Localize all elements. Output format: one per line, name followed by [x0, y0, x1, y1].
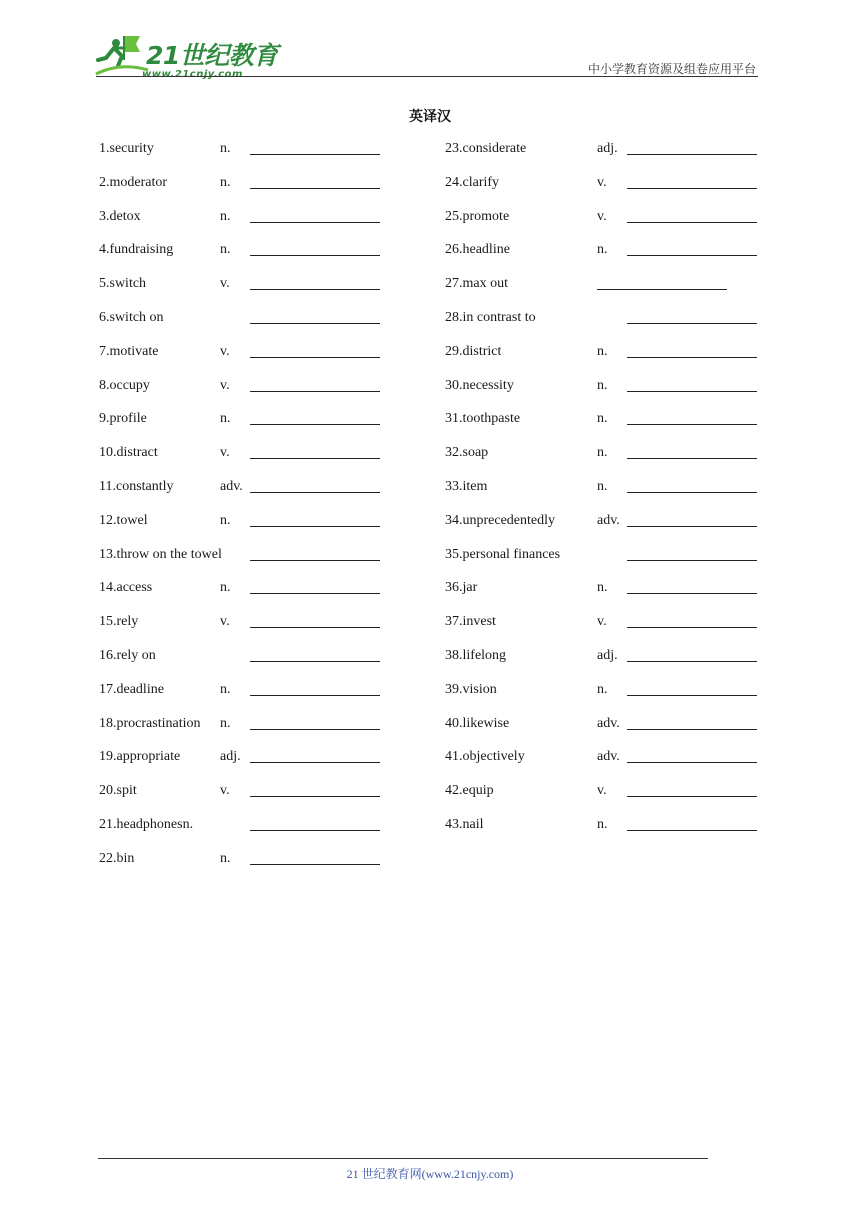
- vocab-word: 9.profile: [99, 411, 147, 427]
- part-of-speech: adv.: [220, 478, 243, 494]
- vocab-word: 8.occupy: [99, 377, 150, 393]
- answer-blank[interactable]: [250, 695, 380, 696]
- vocab-word: 39.vision: [445, 681, 497, 697]
- vocab-word: 13.throw on the towel: [99, 546, 222, 562]
- part-of-speech: adj.: [220, 749, 241, 765]
- answer-blank[interactable]: [250, 661, 380, 662]
- part-of-speech: n.: [597, 343, 608, 359]
- footer-divider: [98, 1158, 708, 1159]
- answer-blank[interactable]: [250, 424, 380, 425]
- part-of-speech: v.: [597, 174, 607, 190]
- answer-blank[interactable]: [250, 864, 380, 865]
- part-of-speech: n.: [597, 411, 608, 427]
- part-of-speech: n.: [220, 681, 231, 697]
- answer-blank[interactable]: [250, 391, 380, 392]
- part-of-speech: n.: [597, 816, 608, 832]
- vocab-word: 35.personal finances: [445, 546, 561, 562]
- vocab-word: 12.towel: [99, 512, 148, 528]
- part-of-speech: n.: [597, 478, 608, 494]
- vocab-word: 5.switch: [99, 276, 147, 292]
- vocab-word: 33.item: [445, 478, 488, 494]
- part-of-speech: adj.: [597, 647, 618, 663]
- answer-blank[interactable]: [627, 695, 757, 696]
- answer-blank[interactable]: [627, 830, 757, 831]
- vocab-word: 17.deadline: [99, 681, 164, 697]
- part-of-speech: v.: [220, 445, 230, 461]
- answer-blank[interactable]: [250, 560, 380, 561]
- part-of-speech: v.: [220, 276, 230, 292]
- vocab-word: 27.max out: [445, 276, 508, 292]
- vocab-word: 7.motivate: [99, 343, 159, 359]
- part-of-speech: v.: [220, 343, 230, 359]
- vocab-word: 25.promote: [445, 208, 510, 224]
- answer-blank[interactable]: [627, 661, 757, 662]
- vocab-word: 21.headphonesn.: [99, 816, 194, 832]
- part-of-speech: n.: [220, 715, 231, 731]
- answer-blank[interactable]: [250, 627, 380, 628]
- part-of-speech: v.: [220, 614, 230, 630]
- vocab-word: 6.switch on: [99, 309, 164, 325]
- answer-blank[interactable]: [250, 729, 380, 730]
- answer-blank[interactable]: [597, 289, 727, 290]
- answer-blank[interactable]: [627, 729, 757, 730]
- answer-blank[interactable]: [250, 796, 380, 797]
- vocab-word: 4.fundraising: [99, 242, 174, 258]
- part-of-speech: adv.: [597, 715, 620, 731]
- answer-blank[interactable]: [250, 154, 380, 155]
- vocab-word: 20.spit: [99, 783, 137, 799]
- part-of-speech: n.: [220, 512, 231, 528]
- vocab-word: 16.rely on: [99, 647, 156, 663]
- answer-blank[interactable]: [627, 560, 757, 561]
- part-of-speech: n.: [597, 681, 608, 697]
- page-title: 英译汉: [409, 109, 451, 125]
- answer-blank[interactable]: [250, 593, 380, 594]
- part-of-speech: n.: [220, 174, 231, 190]
- part-of-speech: n.: [220, 208, 231, 224]
- vocab-word: 41.objectively: [445, 749, 525, 765]
- vocab-word: 22.bin: [99, 850, 135, 866]
- answer-blank[interactable]: [627, 492, 757, 493]
- vocab-word: 19.appropriate: [99, 749, 181, 765]
- vocab-word: 30.necessity: [445, 377, 514, 393]
- part-of-speech: v.: [597, 614, 607, 630]
- vocab-word: 42.equip: [445, 783, 494, 799]
- answer-blank[interactable]: [250, 830, 380, 831]
- answer-blank[interactable]: [627, 154, 757, 155]
- vocab-word: 3.detox: [99, 208, 141, 224]
- vocab-word: 32.soap: [445, 445, 489, 461]
- vocab-word: 11.constantly: [99, 478, 174, 494]
- vocab-word: 38.lifelong: [445, 647, 507, 663]
- answer-blank[interactable]: [627, 424, 757, 425]
- part-of-speech: n.: [220, 850, 231, 866]
- answer-blank[interactable]: [627, 762, 757, 763]
- answer-blank[interactable]: [627, 357, 757, 358]
- vocab-word: 34.unprecedentedly: [445, 512, 556, 528]
- answer-blank[interactable]: [627, 526, 757, 527]
- vocab-word: 15.rely: [99, 614, 139, 630]
- answer-blank[interactable]: [250, 323, 380, 324]
- answer-blank[interactable]: [627, 255, 757, 256]
- platform-name: 中小学教育资源及组卷应用平台: [587, 62, 756, 76]
- footer-text: 21 世纪教育网(www.21cnjy.com): [346, 1167, 514, 1181]
- part-of-speech: adv.: [597, 749, 620, 765]
- answer-blank[interactable]: [250, 255, 380, 256]
- part-of-speech: v.: [220, 377, 230, 393]
- vocab-word: 2.moderator: [99, 174, 168, 190]
- answer-blank[interactable]: [627, 222, 757, 223]
- part-of-speech: n.: [220, 242, 231, 258]
- logo-text: 21世纪教育: [146, 41, 278, 70]
- vocab-word: 37.invest: [445, 614, 496, 630]
- answer-blank[interactable]: [627, 188, 757, 189]
- vocab-word: 28.in contrast to: [445, 309, 536, 325]
- answer-blank[interactable]: [627, 627, 757, 628]
- answer-blank[interactable]: [627, 323, 757, 324]
- part-of-speech: n.: [597, 445, 608, 461]
- vocab-word: 1.security: [99, 141, 154, 156]
- part-of-speech: v.: [597, 208, 607, 224]
- part-of-speech: n.: [220, 580, 231, 596]
- vocab-word: 24.clarify: [445, 174, 500, 190]
- vocab-word: 23.considerate: [445, 141, 527, 156]
- part-of-speech: v.: [220, 783, 230, 799]
- answer-blank[interactable]: [250, 458, 380, 459]
- answer-blank[interactable]: [627, 593, 757, 594]
- answer-blank[interactable]: [627, 458, 757, 459]
- answer-blank[interactable]: [250, 357, 380, 358]
- page-header: [0, 0, 860, 80]
- answer-blank[interactable]: [250, 289, 380, 290]
- part-of-speech: v.: [597, 783, 607, 799]
- answer-blank[interactable]: [627, 391, 757, 392]
- part-of-speech: n.: [597, 377, 608, 393]
- answer-blank[interactable]: [250, 762, 380, 763]
- answer-blank[interactable]: [250, 526, 380, 527]
- answer-blank[interactable]: [627, 796, 757, 797]
- vocab-word: 43.nail: [445, 816, 484, 832]
- vocab-word: 10.distract: [99, 445, 158, 461]
- logo: [94, 34, 278, 80]
- vocab-word: 36.jar: [445, 580, 478, 596]
- vocab-word: 29.district: [445, 343, 502, 359]
- vocab-word: 18.procrastination: [99, 715, 201, 731]
- vocab-word: 31.toothpaste: [445, 411, 521, 427]
- logo-url: www.21cnjy.com: [142, 69, 243, 80]
- part-of-speech: n.: [597, 580, 608, 596]
- answer-blank[interactable]: [250, 188, 380, 189]
- part-of-speech: n.: [220, 411, 231, 427]
- vocab-word: 40.likewise: [445, 715, 510, 731]
- part-of-speech: adj.: [597, 141, 618, 156]
- part-of-speech: n.: [597, 242, 608, 258]
- part-of-speech: adv.: [597, 512, 620, 528]
- answer-blank[interactable]: [250, 222, 380, 223]
- answer-blank[interactable]: [250, 492, 380, 493]
- vocab-word: 14.access: [99, 580, 153, 596]
- header-divider: [96, 76, 758, 77]
- part-of-speech: n.: [220, 141, 231, 156]
- vocab-word: 26.headline: [445, 242, 510, 258]
